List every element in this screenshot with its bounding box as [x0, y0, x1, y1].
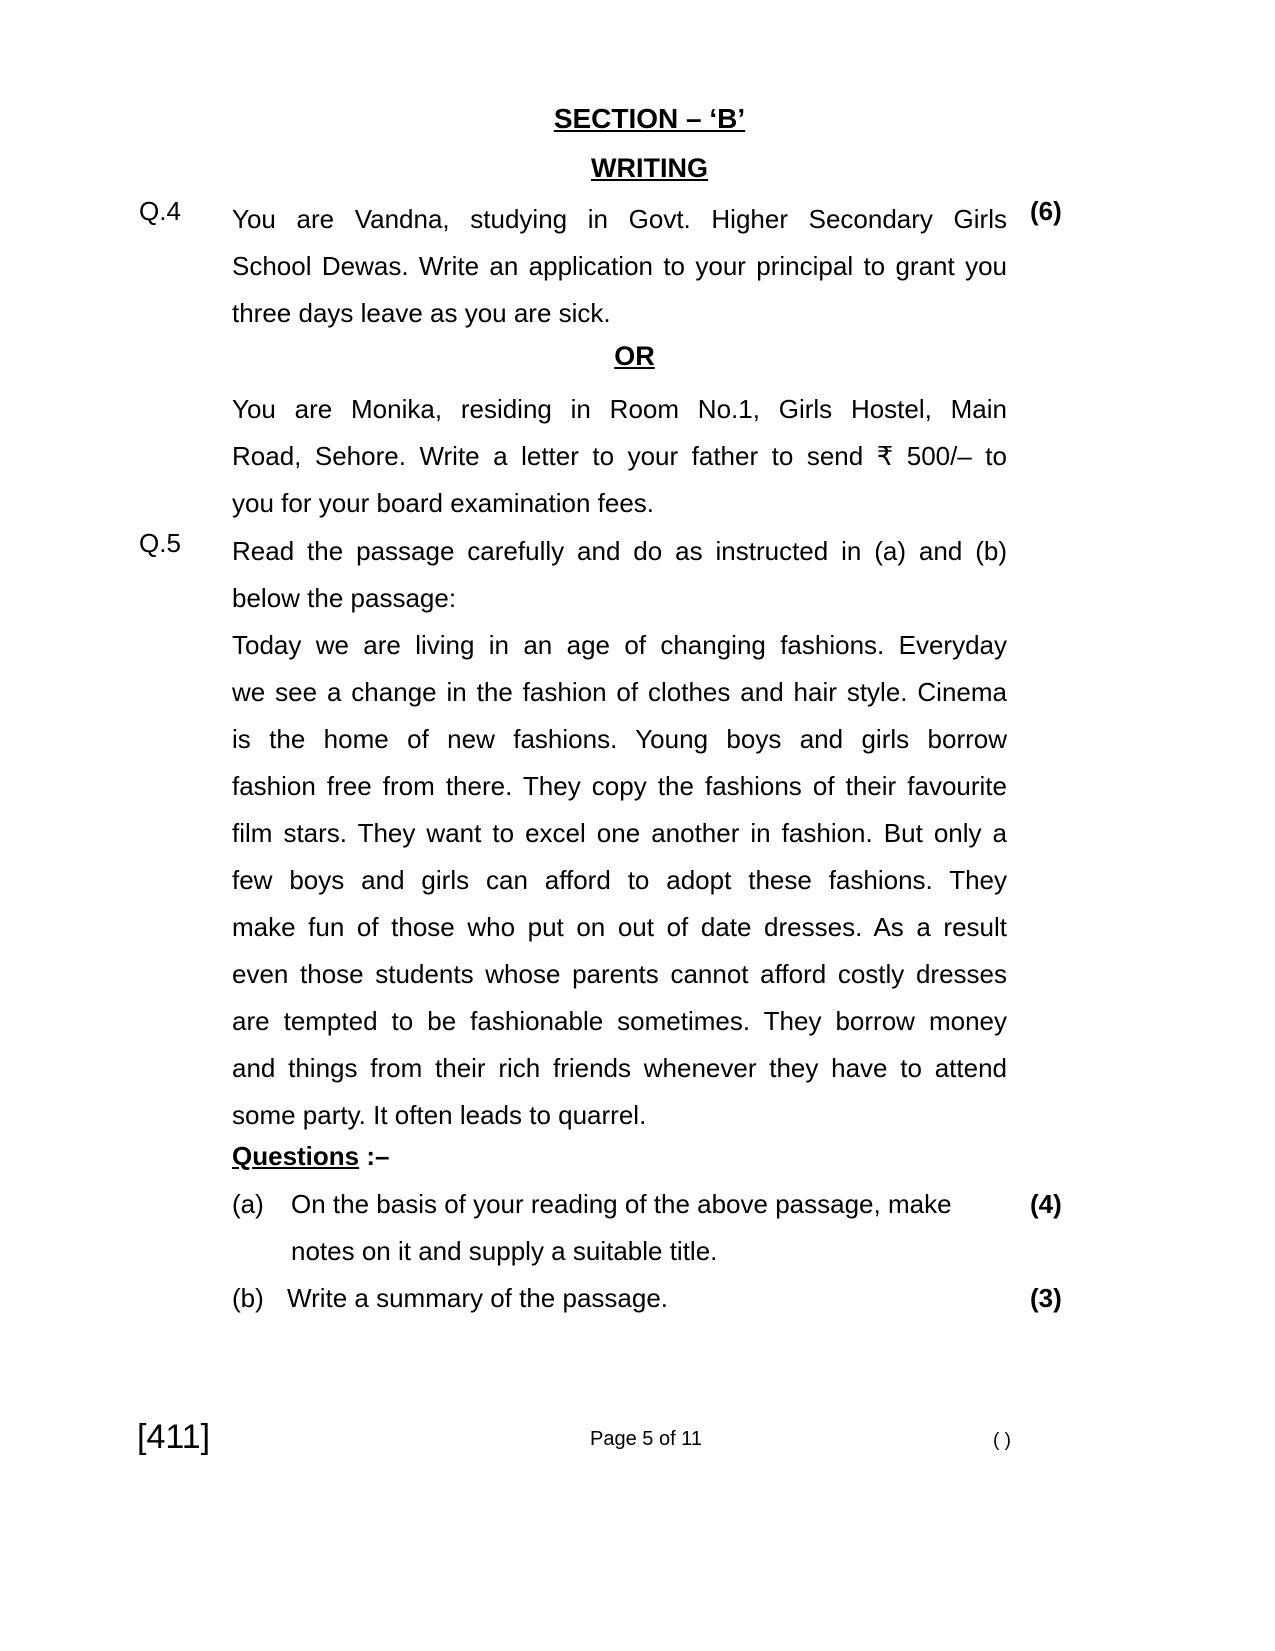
paper-code: [411] — [137, 1418, 211, 1456]
passage-line: make fun of those who put on out of date dresses. As a result — [232, 912, 1007, 942]
sub-question-a-line: On the basis of your reading of the above passage, make — [291, 1189, 952, 1219]
questions-suffix: :– — [359, 1141, 390, 1171]
passage-line: film stars. They want to excel one another in fashion. But only a — [232, 818, 1007, 848]
passage-line: we see a change in the fashion of clothes and hair style. Cinema — [232, 677, 1007, 707]
passage-line: is the home of new fashions. Young boys and girls borrow — [232, 724, 1007, 754]
question-number-q4: Q.4 — [139, 196, 181, 226]
or-heading: OR — [614, 341, 655, 371]
passage-line: even those students whose parents cannot afford costly dresses — [232, 959, 1007, 989]
q5-instruction — [232, 528, 1007, 622]
page-number: Page 5 of 11 — [590, 1428, 702, 1450]
q4-line: three days leave as you are sick. — [232, 298, 611, 328]
q4-alt-line: Road, Sehore. Write a letter to your father to send ₹ 500/– to — [232, 441, 1007, 471]
questions-heading — [232, 1141, 389, 1172]
q4-alt-line: you for your board examination fees. — [232, 488, 655, 518]
sub-question-a-marks: (4) — [1030, 1189, 1062, 1219]
sub-question-b-line: Write a summary of the passage. — [287, 1283, 669, 1313]
q5-instruction-line: below the passage: — [232, 583, 457, 613]
section-subtitle: WRITING — [591, 153, 708, 183]
section-title: SECTION – ‘B’ — [553, 103, 746, 134]
sub-question-a-line: notes on it and supply a suitable title. — [291, 1236, 718, 1266]
sub-question-b-label: (b) — [232, 1283, 264, 1313]
q4-text — [232, 196, 1007, 337]
sub-question-a-label: (a) — [232, 1189, 264, 1219]
passage-line: fashion free from there. They copy the fashions of their favourite — [232, 771, 1007, 801]
passage-line: few boys and girls can afford to adopt these fashions. They — [232, 865, 1007, 895]
passage-line: and things from their rich friends whenever they have to attend — [232, 1053, 1007, 1083]
q4-line: School Dewas. Write an application to your principal to grant you — [232, 251, 1007, 281]
q4-alt-line: You are Monika, residing in Room No.1, Girls Hostel, Main — [232, 394, 1007, 424]
sub-question-a-text — [291, 1181, 991, 1275]
sub-question-b-marks: (3) — [1030, 1283, 1062, 1313]
q4-line: You are Vandna, studying in Govt. Higher Secondary Girls — [232, 204, 1007, 234]
questions-label: Questions — [232, 1141, 360, 1171]
passage — [232, 622, 1007, 1139]
passage-line: Today we are living in an age of changing fashions. Everyday — [232, 630, 1007, 660]
q4-marks: (6) — [1030, 196, 1062, 226]
q4-alternative-text — [232, 386, 1007, 527]
question-number-q5: Q.5 — [139, 528, 181, 558]
passage-line: some party. It often leads to quarrel. — [232, 1100, 647, 1130]
passage-line: are tempted to be fashionable sometimes. They borrow money — [232, 1006, 1007, 1036]
q5-instruction-line: Read the passage carefully and do as instructed in (a) and (b) — [232, 536, 1007, 566]
footer-parentheses: ( ) — [993, 1430, 1011, 1451]
sub-question-b-text — [287, 1275, 987, 1322]
